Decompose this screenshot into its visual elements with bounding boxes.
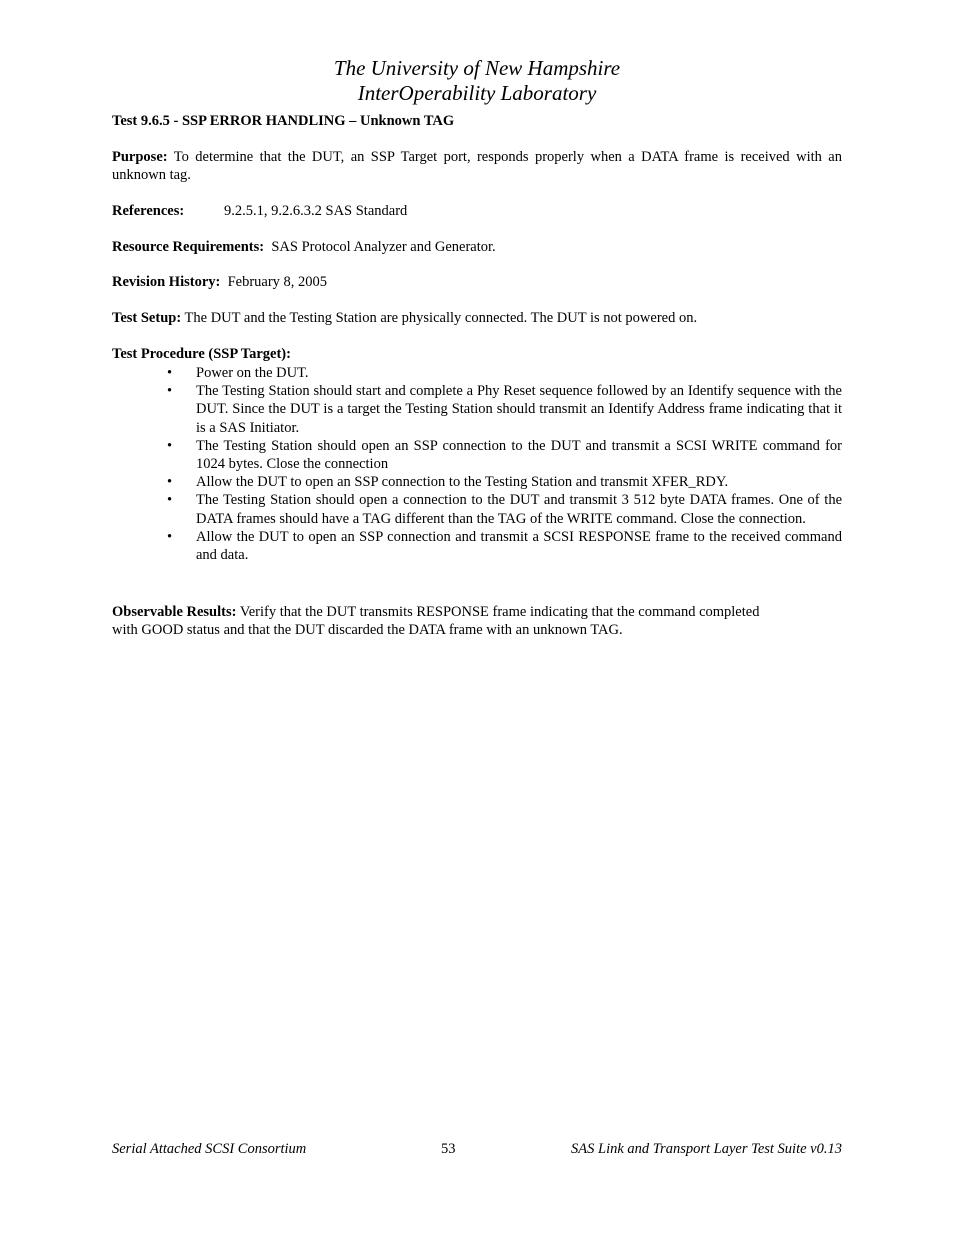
- observable-section: [112, 603, 842, 639]
- references-section: [112, 202, 842, 220]
- bullet-icon: •: [167, 474, 173, 491]
- revision-label: Revision History:: [112, 274, 221, 290]
- bullet-icon: •: [167, 383, 173, 400]
- observable-text-1: Verify that the DUT transmits RESPONSE frame indicating that the command completed: [239, 604, 760, 620]
- procedure-step-text: The Testing Station should open an SSP connection to the DUT and transmit a SCSI WRITE command for 1024 bytes. Close the connection: [196, 437, 842, 473]
- references-label: References:: [112, 203, 185, 219]
- purpose-label: Purpose:: [112, 149, 168, 165]
- list-item: [112, 437, 842, 473]
- resources-label: Resource Requirements:: [112, 239, 265, 255]
- setup-section: [112, 309, 842, 327]
- procedure-step-text: Power on the DUT.: [196, 365, 309, 381]
- procedure-step-text: The Testing Station should start and complete a Phy Reset sequence followed by an Identify sequence with the DUT. Since the DUT is a target the Testing Station should transmit an Identify Address frame indicating that it is a SAS Initiator.: [196, 383, 842, 436]
- bullet-icon: •: [167, 528, 173, 545]
- bullet-icon: •: [167, 365, 173, 381]
- procedure-step-text: Allow the DUT to open an SSP connection to the Testing Station and transmit XFER_RDY.: [196, 474, 729, 491]
- list-item: [112, 382, 842, 437]
- resources-section: [112, 238, 842, 256]
- observable-line-1: [112, 603, 842, 621]
- revision-section: [112, 273, 842, 291]
- purpose-text: To determine that the DUT, an SSP Target port, responds properly when a DATA frame is received with an unknown tag.: [112, 149, 842, 184]
- header-laboratory: InterOperability Laboratory: [357, 81, 597, 105]
- setup-text: The DUT and the Testing Station are physically connected. The DUT is not powered on.: [184, 310, 698, 326]
- procedure-step-text: The Testing Station should open a connection to the DUT and transmit 3 512 byte DATA frames. One of the DATA frames should have a TAG different than the TAG of the WRITE command. Close the connection.: [196, 492, 842, 527]
- references-text: 9.2.5.1, 9.2.6.3.2 SAS Standard: [224, 203, 408, 219]
- observable-label: Observable Results:: [112, 604, 237, 620]
- list-item: [112, 473, 842, 491]
- list-item: [112, 364, 842, 382]
- revision-text: February 8, 2005: [227, 274, 328, 290]
- footer-suite-title: SAS Link and Transport Layer Test Suite v0.13: [571, 1141, 842, 1157]
- procedure-step-text: Allow the DUT to open an SSP connection and transmit a SCSI RESPONSE frame to the received command and data.: [196, 528, 842, 564]
- test-title-text: Test 9.6.5 - SSP ERROR HANDLING – Unknown TAG: [112, 113, 455, 129]
- bullet-icon: •: [167, 492, 173, 509]
- procedure-heading: [112, 345, 842, 363]
- list-item: [112, 528, 842, 564]
- procedure-label: Test Procedure (SSP Target):: [112, 346, 291, 362]
- procedure-list: [112, 364, 842, 564]
- resources-text: SAS Protocol Analyzer and Generator.: [271, 239, 496, 255]
- bullet-icon: •: [167, 437, 173, 454]
- purpose-section: [112, 148, 842, 184]
- footer-consortium: Serial Attached SCSI Consortium: [112, 1141, 307, 1157]
- setup-label: Test Setup:: [112, 310, 182, 326]
- header-university: The University of New Hampshire: [333, 56, 621, 80]
- observable-text-2: with GOOD status and that the DUT discarded the DATA frame with an unknown TAG.: [112, 622, 623, 639]
- list-item: [112, 491, 842, 527]
- test-title: [112, 112, 842, 130]
- footer-page-number: 53: [441, 1141, 456, 1157]
